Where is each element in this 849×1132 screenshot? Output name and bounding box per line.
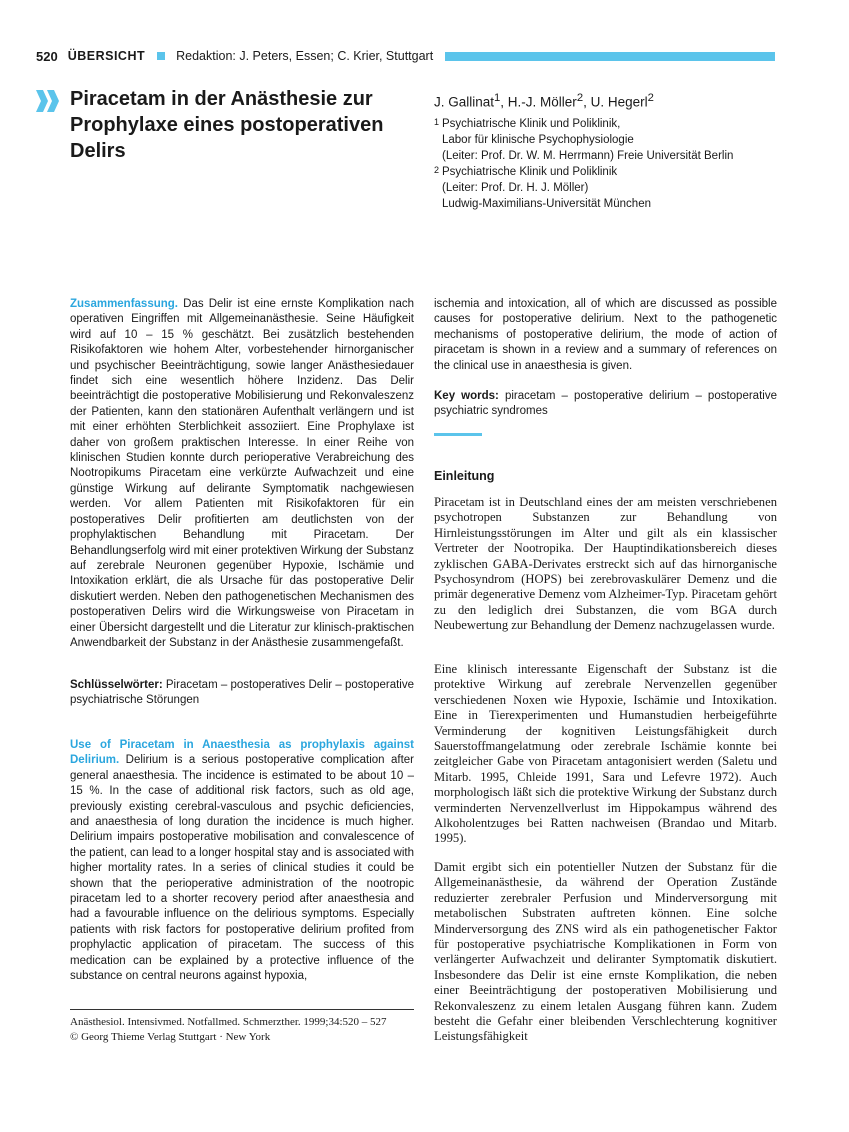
affiliation-line: Psychiatrische Klinik und Poliklinik, (442, 117, 621, 130)
affiliation-line: Psychiatrische Klinik und Poliklinik (442, 165, 618, 178)
body-paragraph: Eine klinisch interessante Eigenschaft der Substanz ist die protektive Wirkung auf zerebrale Nervenzellen gegenüber verschiedenen Noxen wie Hypoxie, Ischämie und Intoxikation. Eine in Tierexperimenten und Humanstudien herbeigeführte Verminderung der kognitiven Leistungsfähigkeit durch Sauerstoffmangelatmung oder zerebrale Ischämie konnte bei zeitgleicher Gabe von Piracetam antagonisiert werden (Saletu und Mitarb. 1995, Chleide 1991, Sara und Lefevre 1972). Auch morphologisch läßt sich die protektive Wirkung der Substanz durch verminderten Nervenzellverlust im Hippokampus während des Alkoholentzuges bei Ratten nachweisen (Brandao und Mitarb. 1995). (434, 662, 777, 846)
body-paragraph: Piracetam ist in Deutschland eines der am meisten verschriebenen psychotropen Substanzen zur Behandlung von Hirnleistungsstörungen im Alter und gilt als ein klassischer Vertreter der Nootropika. Der Hauptindikationsbereich dieses zyklischen GABA-Derivates erstreckt sich auf das hirnorganische Psychosyndrom (HOPS) bei zerebrovaskulärer Demenz und die primär degenerative Demenz vom Alzheimer-Typ. Piracetam gehört zu den lediglich drei Substanzen, die vom BGA durch Neubewertung zur Behandlung der Demenz nachzugelassen wurde. (434, 495, 777, 633)
affiliations (434, 116, 814, 212)
author-name: , U. Hegerl (583, 94, 648, 110)
keywords-text: Piracetam – postoperatives Delir – postoperative psychiatrische Störungen (70, 679, 414, 707)
double-chevron-icon (36, 90, 60, 112)
abstract-text: Delirium is a serious postoperative complication after general anaesthesia. The incidence is estimated to be about 10 – 15 %. In the case of additional risk factors, such as old age, previously existing cerebral-vasculous and psychic deficiencies, and anaesthesia of long duration the incidence is much higher. Delirium impairs postoperative mobilisation and convalescence of the patient, can lead to a longer hospital stay and is associated with higher mortality rates. In a series of clinical studies it could be shown that the perioperative administration of the nootropic piracetam led to a shorter recovery period after anaesthesia and had a favourable influence on the delirious symptoms. Especially patients with risk factors for postoperative delirium profited from prophylactic application of piracetam. The success of this medication can be explained by a protective influence of the substance on central neurons against hypoxia, (70, 754, 415, 983)
keywords-text: piracetam – postoperative delirium – postoperative psychiatric syndromes (434, 390, 777, 418)
abstract-text: Das Delir ist eine ernste Komplikation nach operativen Eingriffen mit Allgemeinanästhesie. Seine Häufigkeit wird auf 10 – 15 % geschätzt. Bei zusätzlich bestehenden Risikofaktoren wie hohem Alter, vorbestehender hirnorganischer und psychischer Beeinträchtigung, sowie langer Anästhesiedauer findet sich eine wesentlich höhere Inzidenz. Das Delir beeinträchtigt die postoperative Mobilisierung und Rekonvaleszenz der Patienten, kann den stationären Aufenthalt verlängern und ist mit einer erhöhten Sterblichkeit assoziiert. Eine Prophylaxe ist daher von großem praktischen Interesse. In einer Reihe von klinischen Studien konnte durch perioperative Verabreichung des Nootropikums Piracetam eine verkürzte Aufwachzeit und eine günstige Wirkung auf delirante Symptomatik nachgewiesen werden. Vor allem Patienten mit Risikofaktoren für ein postoperatives Delir profitierten am deutlichsten von der prophylaktischen Behandlung mit Piracetam. Der Behandlungserfolg wird mit einer protektiven Wirkung der Substanz auf zerebrale Neuronen gegenüber Hypoxie, Ischämie und Intoxikation erklärt, die als Ursache für das postoperative Delir diskutiert werden. Neben den pathogenetischen Mechanismen des postoperativen Delirs wird die Wirkungsweise von Piracetam in einer Übersicht dargestellt und die Literatur zur klinisch-praktischen Anwendbarkeit der Substanz in der Anästhesie zusammengefaßt. (70, 298, 414, 649)
abstract-german (70, 297, 414, 651)
keywords-label: Key words: (434, 390, 499, 402)
author-name: J. Gallinat (434, 94, 495, 110)
footer-citation (70, 1009, 414, 1045)
affiliation-line: (Leiter: Prof. Dr. H. J. Möller) (442, 181, 589, 194)
abstract-heading: Use of Piracetam in Anaesthesia as prophylaxis against Delirium. (70, 739, 414, 767)
keywords-english (434, 389, 777, 420)
affiliation-line: (Leiter: Prof. Dr. W. M. Herrmann) Freie Universität Berlin (442, 149, 734, 162)
header-accent-bar (445, 52, 775, 61)
publisher-line: © Georg Thieme Verlag Stuttgart · New York (70, 1031, 271, 1043)
affiliation-number: 1 (434, 116, 440, 127)
article-title: Piracetam in der Anästhesie zur Prophylaxe eines postoperativen Delirs (70, 88, 384, 162)
author-name: , H.-J. Möller (500, 94, 577, 110)
section-divider (434, 433, 482, 436)
abstract-english (70, 738, 414, 985)
editors: Redaktion: J. Peters, Essen; C. Krier, Stuttgart (176, 49, 434, 63)
square-bullet-icon (157, 52, 165, 60)
keywords-label: Schlüsselwörter: (70, 679, 163, 691)
keywords-german (70, 678, 414, 709)
affiliation-marker: 2 (647, 92, 654, 104)
abstract-heading: Zusammenfassung. (70, 298, 178, 310)
body-paragraph: Damit ergibt sich ein potentieller Nutzen der Substanz für die Allgemeinanästhesie, da während der Operation Zustände reduzierter zerebraler Perfusion und Minderversorgung mit metabolischen Substraten auftreten können. Eine solche Minderversorgung des ZNS wird als ein pathogenetischer Faktor für postoperative psychiatrische Komplikationen in Form von verlängerter Aufwachzeit und deliranter Symptomatik diskutiert. Insbesondere das Delir ist eine ernste Komplikation, die neben einer Beeinträchtigung der postoperativen Mobilisierung und Rekonvaleszenz zu einem letalen Ausgang führen kann. Zudem besteht die Gefahr einer bleibenden Verschlechterung kognitiver Leistungsfähigkeit (434, 860, 777, 1044)
affiliation-marker: 1 (494, 92, 501, 104)
journal-citation: Anästhesiol. Intensivmed. Notfallmed. Schmerzther. 1999;34:520 – 527 (70, 1016, 387, 1028)
page-number: 520 (36, 48, 58, 64)
affiliation-marker: 2 (576, 92, 584, 104)
affiliation-number: 2 (434, 164, 440, 175)
author-names (434, 92, 814, 110)
running-header (36, 44, 775, 68)
section-label: ÜBERSICHT (67, 49, 146, 63)
affiliation-line: Labor für klinische Psychophysiologie (442, 133, 634, 146)
abstract-text: ischemia and intoxication, all of which are discussed as possible causes for postoperative delirium. Next to the pathogenetic mechanisms of postoperative delirium, the mode of action of piracetam is shown in a review and a summary of references on the clinical use in anaesthesia is given. (434, 298, 777, 372)
authors-block (434, 92, 814, 212)
affiliation (434, 164, 814, 212)
affiliation (434, 116, 814, 164)
abstract-english-continued (434, 297, 777, 374)
affiliation-line: Ludwig-Maximilians-Universität München (442, 197, 651, 210)
section-heading: Einleitung (434, 469, 495, 483)
